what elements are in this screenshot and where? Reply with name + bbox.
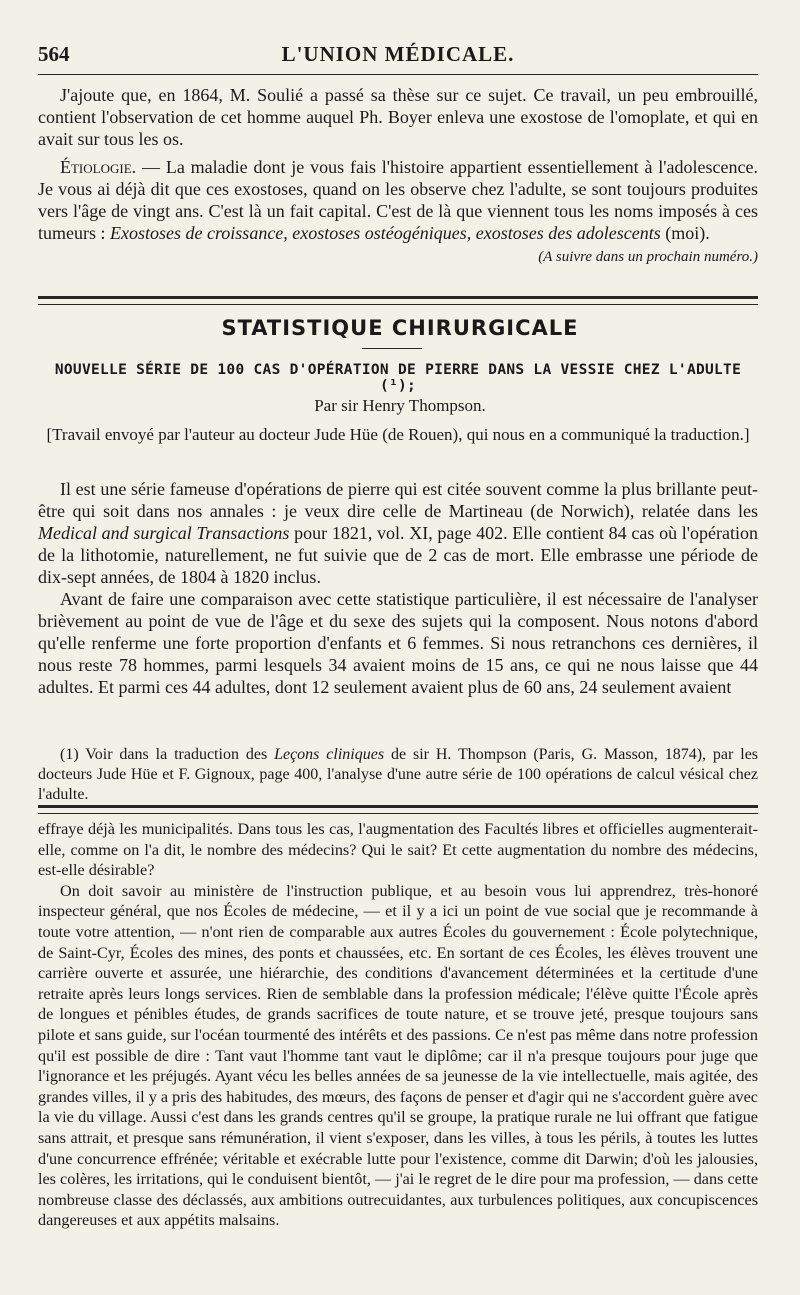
paragraph-etiology xyxy=(38,156,758,244)
etiology-text: — La maladie dont je vous fais l'histoire appartient essentiellement à l'adolescence. Je vous ai déjà dit que ces exostoses, quand on les observe chez l'adulte, se sont toujours produites vers l'âge de vingt ans. C'est là un fait capital. C'est de là que viennent tous les noms imposés à ces tumeurs : xyxy=(38,157,758,243)
footnote-b: de sir H. Thompson (Paris, G. Masson, 1874), par les docteurs Jude Hüe et F. Gignoux, page 400, l'analyse d'une autre série de 100 opérations de calcul vésical chez l'adulte. xyxy=(38,746,759,803)
footnote xyxy=(38,745,758,805)
author-byline: Par sir Henry Thompson. xyxy=(314,396,486,415)
etiology-italic-terms: Exostoses de croissance, exostoses ostéogéniques, exostoses des adolescents xyxy=(110,223,661,243)
header-rule xyxy=(38,74,758,75)
etiology-end: (moi). xyxy=(660,223,710,243)
article-body xyxy=(38,478,758,698)
para-martineau-a: Il est une série fameuse d'opérations de pierre qui est citée souvent comme la plus brillante peut-être qui soit dans nos annales : je veux dire celle de Martineau (de Norwich), relatée dans les xyxy=(38,479,758,521)
translation-note: [Travail envoyé par l'auteur au docteur Jude Hüe (de Rouen), qui nous en a communiqué la traduction.] xyxy=(46,425,750,444)
article-end-section xyxy=(38,84,758,268)
footnote-a: (1) Voir dans la traduction des xyxy=(60,746,275,763)
feuilleton-double-rule xyxy=(38,805,758,814)
paragraph-soulie: J'ajoute que, en 1864, M. Soulié a passé sa thèse sur ce sujet. Ce travail, un peu embrouillé, contient l'observation de cet homme auquel Ph. Boyer enleva une exostose de l'omoplate, et qui en avait sur tous les os. xyxy=(38,85,758,149)
page-number: 564 xyxy=(38,42,70,66)
feuilleton-paragraph-2: On doit savoir au ministère de l'instruction publique, et au besoin vous lui apprendrez, très-honoré inspecteur général, que nos Écoles de médecine, — et il y a ici un point de vue social que je recommande à toute votre attention, — n'ont rien de comparable aux autres Écoles du gouvernement : École polytechnique, de Saint-Cyr, Écoles des mines, des ponts et chaussées, etc. En sortant de ces Écoles, les élèves trouvent une carrière ouverte et assurée, une hiérarchie, des conditions d'avancement déterminées et la certitude d'une retraite après leurs longs services. Rien de semblable dans la profession médicale; l'élève quitte l'École après de longues et pénibles études, de grands sacrifices de toute nature, et se trouve jeté, presque toujours sans pilote et sans guide, sur l'océan tourmenté des intérêts et des passions. Ce n'est pas même dans notre profession qu'il est possible de dire : Tant vaut l'homme tant vaut le diplôme; car il n'a presque toujours pour juge que l'ignorance et les préjugés. Ayant vécu les belles années de sa jeunesse de la vie intellectuelle, mais agitée, des grandes villes, il y a pris des habitudes, des mœurs, des façons de penser et d'agir qui ne s'accordent guère avec la vie du village. Aussi c'est dans les grands centres qu'il se groupe, la pratique rurale ne lui offrant que fatigue sans attrait, et presque sans rémunération, il vient s'exposer, dans les villes, à tous les périls, à toutes les luttes d'une concurrence effrénée; véritable et exécrable lutte pour l'existence, comme dit Darwin; d'où les jalousies, les colères, les irritations, qui le conduisent bientôt, — j'ai le regret de le dire pour ma profession, — dans cette nombreuse classe des déclassés, aux ambitions outrecuidantes, aux turbulences politiques, aux concupiscences dangereuses et aux appétits malsains. xyxy=(38,881,758,1230)
transactions-title: Medical and surgical Transactions xyxy=(38,523,290,543)
series-title: NOUVELLE SÉRIE DE 100 CAS D'OPÉRATION DE PIERRE DANS LA VESSIE CHEZ L'ADULTE (¹); xyxy=(54,362,742,394)
suivre-note: (A suivre dans un prochain numéro.) xyxy=(538,249,758,265)
running-title: L'UNION MÉDICALE. xyxy=(281,42,515,66)
paragraph-analysis: Avant de faire une comparaison avec cette statistique particulière, il est nécessaire de l'analyser brièvement au point de vue de l'âge et du sexe des sujets qui la composent. Nous notons d'abord qu'elle renferme une forte proportion d'enfants et 6 femmes. Si nous retranchons ces dernières, il nous reste 78 hommes, parmi lesquels 34 avaient moins de 15 ans, ce qui ne nous laisse que 44 adultes. Et parmi ces 44 adultes, dont 12 seulement avaient plus de 60 ans, 24 seulement avaient xyxy=(38,589,758,697)
para-martineau-b: pour 1821, vol. XI, page 402. Elle contient 84 cas où l'opération de la lithotomie, naturellement, ne fut suivie que de 2 cas de mort. Elle embrasse une période de dix-sept années, de 1804 à 1820 inclus. xyxy=(38,523,758,587)
section-title: STATISTIQUE CHIRURGICALE xyxy=(221,316,579,340)
footnote-text xyxy=(38,745,758,805)
etiology-label: Étiologie. xyxy=(60,157,137,177)
title-short-rule xyxy=(362,348,422,349)
paragraph-martineau xyxy=(38,478,758,588)
feuilleton-paragraph-1: effraye déjà les municipalités. Dans tous les cas, l'augmentation des Facultés libres et officielles augmenterait-elle, comme on l'a dit, le nombre des médecins? Qui le sait? Et cette augmentation du nombre des médecins, est-elle désirable? xyxy=(38,820,758,880)
footnote-italic-title: Leçons cliniques xyxy=(274,746,385,763)
feuilleton-section xyxy=(38,819,758,1231)
section-double-rule xyxy=(38,296,758,305)
running-header xyxy=(38,42,758,70)
